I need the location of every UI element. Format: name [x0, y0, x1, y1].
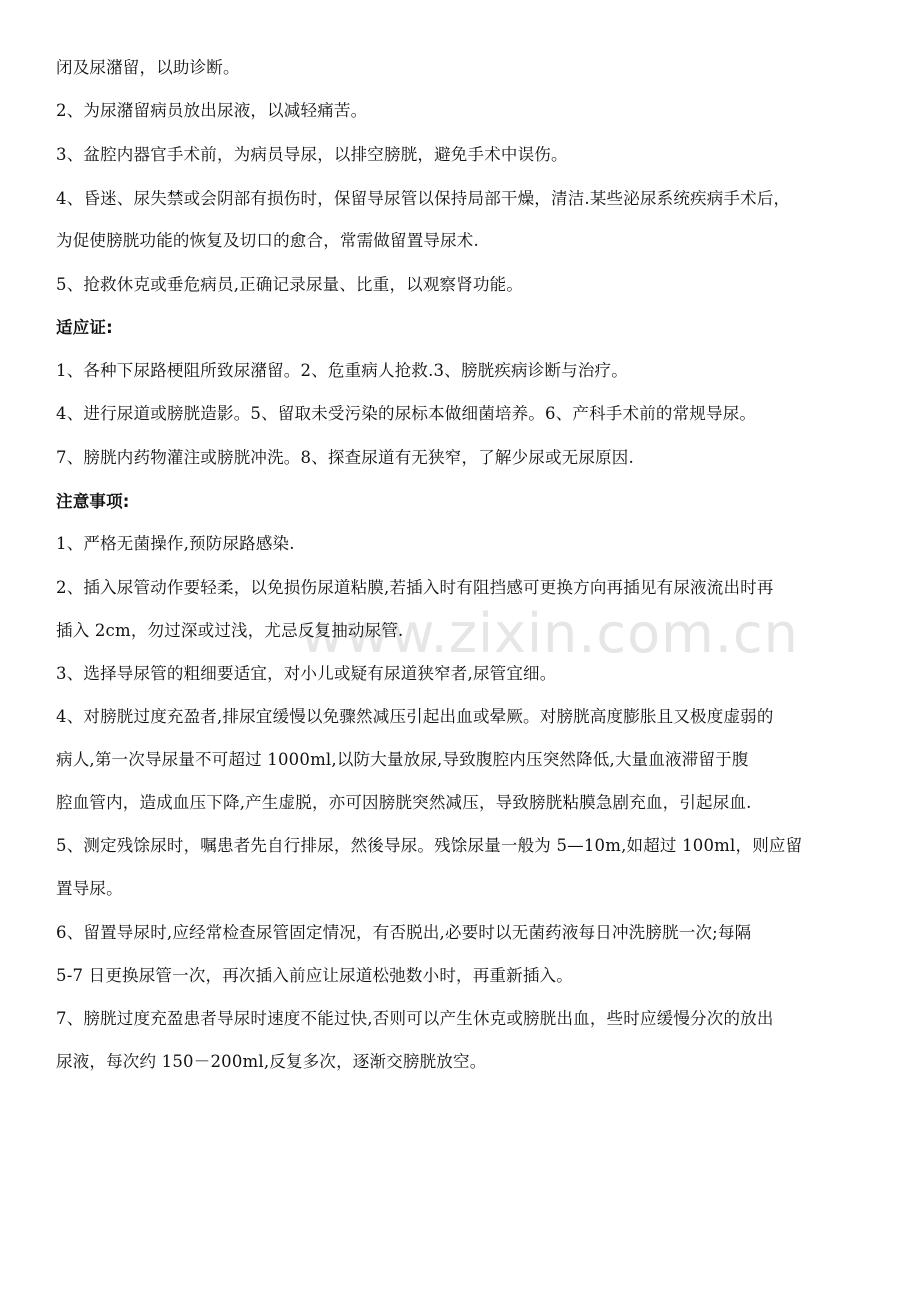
paragraph-line: 闭及尿潴留，以助诊断。: [56, 58, 240, 77]
paragraph-line: 5-7 日更换尿管一次，再次插入前应让尿道松弛数小时，再重新插入。: [56, 966, 573, 985]
paragraph-line: 腔血管内，造成血压下降,产生虚脱，亦可因膀胱突然减压，导致膀胱粘膜急剧充血，引起尿血.: [56, 793, 752, 812]
paragraph-line: 7、膀胱内药物灌注或膀胱冲洗。8、探查尿道有无狭窄，了解少尿或无尿原因.: [56, 448, 634, 467]
paragraph-line: 置导尿。: [56, 879, 123, 898]
paragraph-line: 病人,第一次导尿量不可超过 1000ml,以防大量放尿,导致腹腔内压突然降低,大量血液滞留于腹: [56, 750, 749, 769]
section-heading-indications: 适应证:: [56, 318, 113, 337]
paragraph-line: 5、测定残馀尿时，嘱患者先自行排尿，然後导尿。残馀尿量一般为 5—10m,如超过 100ml，则应留: [56, 836, 803, 855]
paragraph-line: 3、选择导尿管的粗细要适宜，对小儿或疑有尿道狭窄者,尿管宜细。: [56, 664, 557, 683]
paragraph-line: 为促使膀胱功能的恢复及切口的愈合，常需做留置导尿术.: [56, 231, 479, 250]
section-heading-precautions: 注意事项:: [56, 492, 130, 511]
paragraph-line: 4、进行尿道或膀胱造影。5、留取未受污染的尿标本做细菌培养。6、产科手术前的常规导尿。: [56, 404, 757, 423]
paragraph-line: 3、盆腔内器官手术前，为病员导尿，以排空膀胱，避免手术中误伤。: [56, 145, 568, 164]
paragraph-line: 4、对膀胱过度充盈者,排尿宜缓慢以免骤然减压引起出血或晕厥。对膀胱高度膨胀且又极度虚弱的: [56, 707, 774, 726]
paragraph-line: 4、昏迷、尿失禁或会阴部有损伤时，保留导尿管以保持局部干燥，清洁.某些泌尿系统疾病手术后，: [56, 189, 791, 208]
paragraph-line: 7、膀胱过度充盈患者导尿时速度不能过快,否则可以产生休克或膀胱出血，些时应缓慢分次的放出: [56, 1009, 774, 1028]
paragraph-line: 2、为尿潴留病员放出尿液，以减轻痛苦。: [56, 101, 368, 120]
paragraph-line: 2、插入尿管动作要轻柔，以免损伤尿道粘膜,若插入时有阻挡感可更换方向再插见有尿液流出时再: [56, 578, 774, 597]
paragraph-line: 1、各种下尿路梗阻所致尿潴留。2、危重病人抢救.3、膀胱疾病诊断与治疗。: [56, 361, 628, 380]
watermark: www.zixin.com.cn: [300, 602, 799, 665]
paragraph-line: 1、严格无菌操作,预防尿路感染.: [56, 534, 295, 553]
paragraph-line: 尿液，每次约 150－200ml,反复多次，逐渐交膀胱放空。: [56, 1052, 487, 1071]
paragraph-line: 插入 2cm，勿过深或过浅，尤忌反复抽动尿管.: [56, 621, 404, 640]
paragraph-line: 5、抢救休克或垂危病员,正确记录尿量、比重，以观察肾功能。: [56, 275, 524, 294]
paragraph-line: 6、留置导尿时,应经常检查尿管固定情况，有否脱出,必要时以无菌药液每日冲洗膀胱一次;每隔: [56, 923, 752, 942]
